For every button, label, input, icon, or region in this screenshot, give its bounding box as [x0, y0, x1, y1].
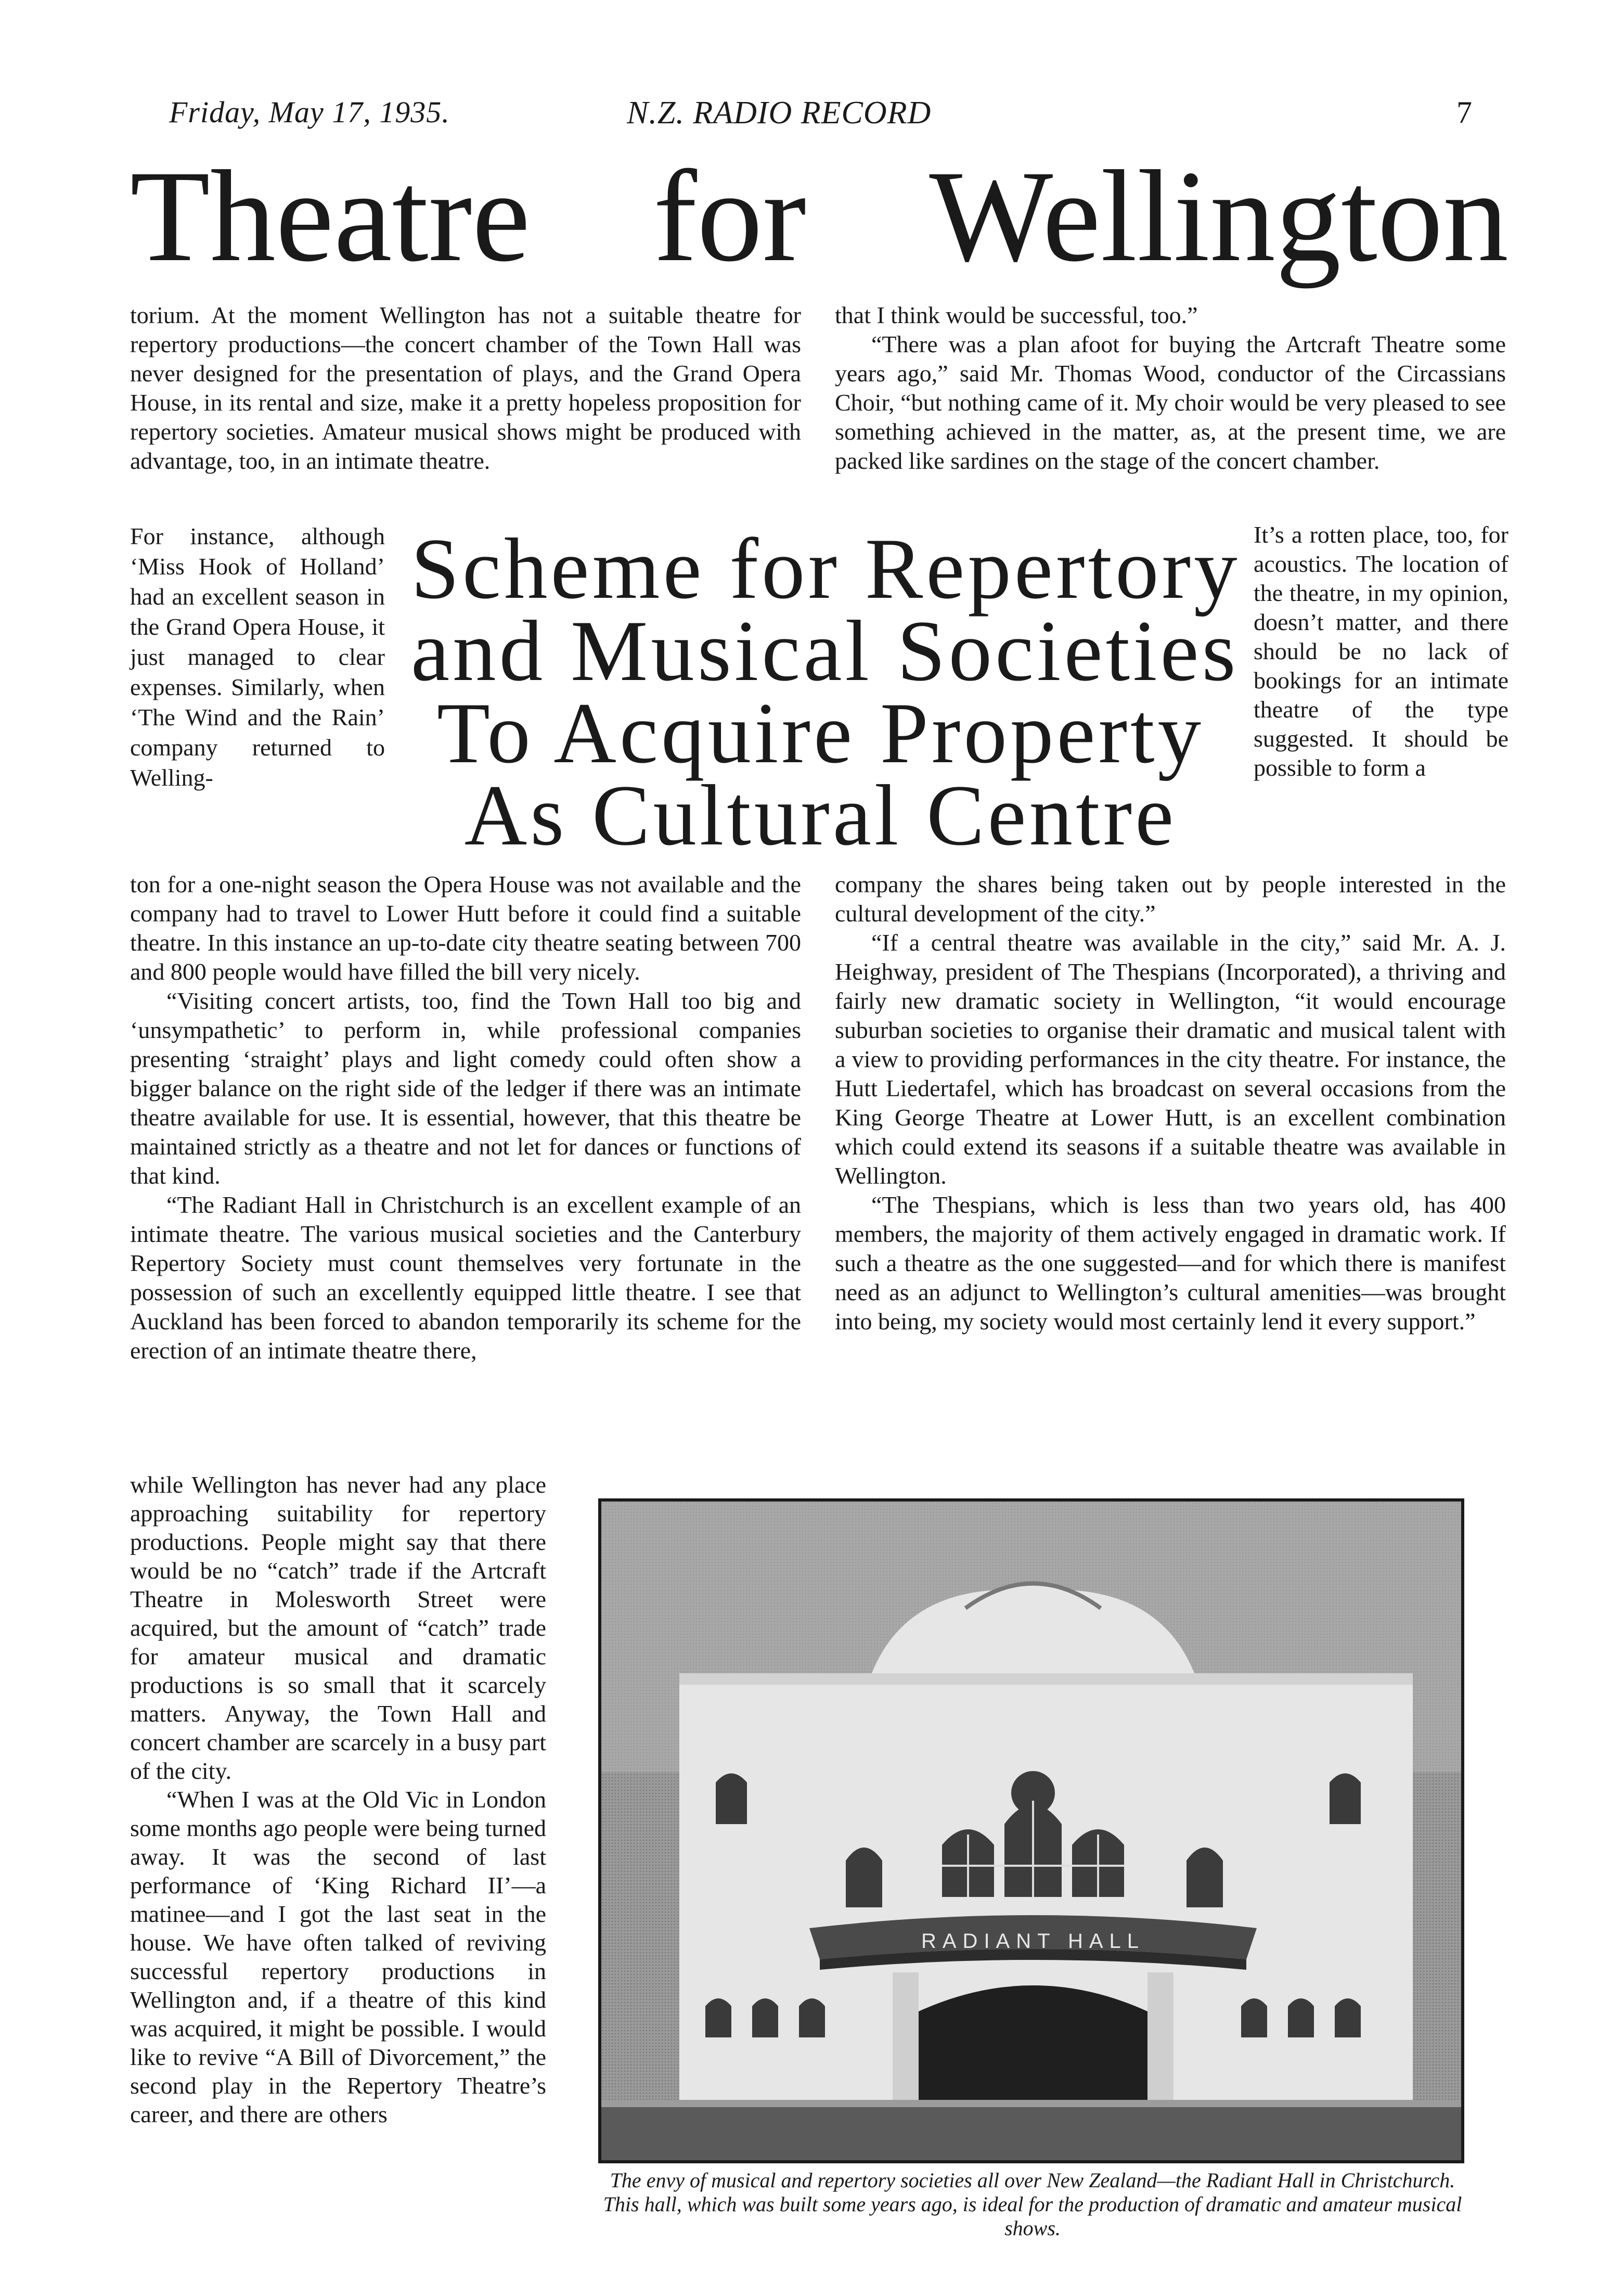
article-paragraph: “Visiting concert artists, too, find the Town Hall too big and ‘unsympathetic’ to perform in, while professional companies presenting ‘straight’ plays and light comedy could often show a bigger balance on the right side of the ledger if there was an intimate theatre available for use. It is essential, however, that this theatre be maintained strictly as a theatre and not let for dances or functions of that kind.	[130, 987, 801, 1189]
headline	[130, 143, 1508, 289]
article-right-narrow	[1254, 520, 1508, 783]
sub-headline-line: Scheme for Repertory	[411, 521, 1241, 617]
article-paragraph: “When I was at the Old Vic in London some months ago people were being turned away. It was the second of last performance of ‘King Richard II’—a matinee—and I got the last seat in the house. We have often talked of reviving successful repertory productions in Wellington and, if a theatre of this kind was acquired, it might be possible. I would like to revive “A Bill of Divorcement,” the second play in the Repertory Theatre’s career, and there are others	[130, 1786, 546, 2127]
article-paragraph: For instance, although ‘Miss Hook of Holland’ had an excellent season in the Grand Opera House, it just managed to clear expenses. Similarly, when ‘The Wind and the Rain’ company returned to Welling-	[130, 523, 385, 791]
article-left-top	[130, 301, 801, 476]
sub-headline-line: As Cultural Centre	[464, 767, 1177, 864]
sub-headline-line: and Musical Societies	[411, 603, 1239, 699]
radiant-hall-illustration	[601, 1502, 1461, 2160]
article-paragraph: “There was a plan afoot for buying the Artcraft Theatre some years ago,” said Mr. Thomas Wood, conductor of the Circassians Choir, “but nothing came of it. My choir would be very pleased to see something achieved in the matter, as, at the present time, we are packed like sardines on the stage of the concert chamber.	[835, 331, 1506, 474]
article-paragraph: “If a central theatre was available in the city,” said Mr. A. J. Heighway, president of The Thespians (Incorporated), a thriving and fairly new dramatic society in Wellington, “it would encourage suburban societies to organise their dramatic and musical talent with a view to providing performances in the city theatre. For instance, the Hutt Liedertafel, which has broadcast on several occasions from the King George Theatre at Lower Hutt, is an excellent combination which could extend its seasons if a suitable theatre was available in Wellington.	[835, 929, 1506, 1189]
radiant-hall-photo	[598, 1498, 1464, 2163]
article-left-mid	[130, 870, 801, 1365]
article-paragraph: torium. At the moment Wellington has not a suitable theatre for repertory productions—the concert chamber of the Town Hall was never designed for the presentation of plays, and the Grand Opera House, in its rental and size, make it a pretty hopeless proposition for repertory societies. Amateur musical shows might be produced with advantage, too, in an intimate theatre.	[130, 302, 801, 474]
article-paragraph: while Wellington has never had any place approaching suitability for repertory productions. People might say that there would be no “catch” trade if the Artcraft Theatre in Molesworth Street were acquired, but the amount of “catch” trade for amateur musical and dramatic productions is so small that it scarcely matters. Anyway, the Town Hall and concert chamber are scarcely in a busy part of the city.	[130, 1471, 546, 1784]
article-paragraph: ton for a one-night season the Opera House was not available and the company had to travel to Lower Hutt before it could find a suitable theatre. In this instance an up-to-date city theatre seating between 700 and 800 people would have filled the bill very nicely.	[130, 871, 801, 985]
headline-word: Theatre	[130, 143, 531, 289]
article-paragraph: “The Radiant Hall in Christchurch is an excellent example of an intimate theatre. The various musical societies and the Canterbury Repertory Society must count themselves very fortunate in the possession of such an excellently equipped little theatre. I see that Auckland has been forced to abandon temporarily its scheme for the erection of an intimate theatre there,	[130, 1191, 801, 1364]
hall-sign: RADIANT HALL	[921, 1930, 1145, 1953]
article-paragraph: company the shares being taken out by people interested in the cultural development of the city.”	[835, 871, 1506, 927]
article-paragraph: “The Thespians, which is less than two years old, has 400 members, the majority of them actively engaged in dramatic work. If such a theatre as the one suggested—and for which there is manifest need as an adjunct to Wellington’s cultural amenities—was brought into being, my society would most certainly lend it every support.”	[835, 1191, 1506, 1335]
article-right-mid	[835, 870, 1506, 1336]
sub-headline-line: To Acquire Property	[436, 685, 1205, 781]
article-right-top	[835, 301, 1506, 476]
page-number: 7	[1456, 95, 1473, 130]
headline-word: Wellington	[929, 143, 1508, 289]
sub-headline	[411, 521, 1241, 864]
article-left-narrow	[130, 521, 385, 793]
article-paragraph: It’s a rotten place, too, for acoustics. The location of the theatre, in my opinion, doesn’t matter, and there should be no lack of bookings for an intimate theatre of the type suggested. It should be possible to form a	[1254, 521, 1508, 781]
article-left-bottom	[130, 1470, 546, 2128]
photo-caption: The envy of musical and repertory societies all over New Zealand—the Radiant Hall in Christchurch. This hall, which was built some years ago, is ideal for the production of dramatic and amateur musical shows.	[603, 2169, 1462, 2240]
headline-word: for	[653, 143, 806, 289]
article-paragraph: that I think would be successful, too.”	[835, 302, 1198, 328]
publication-name: N.Z. RADIO RECORD	[627, 95, 932, 131]
issue-date: Friday, May 17, 1935.	[169, 95, 450, 129]
